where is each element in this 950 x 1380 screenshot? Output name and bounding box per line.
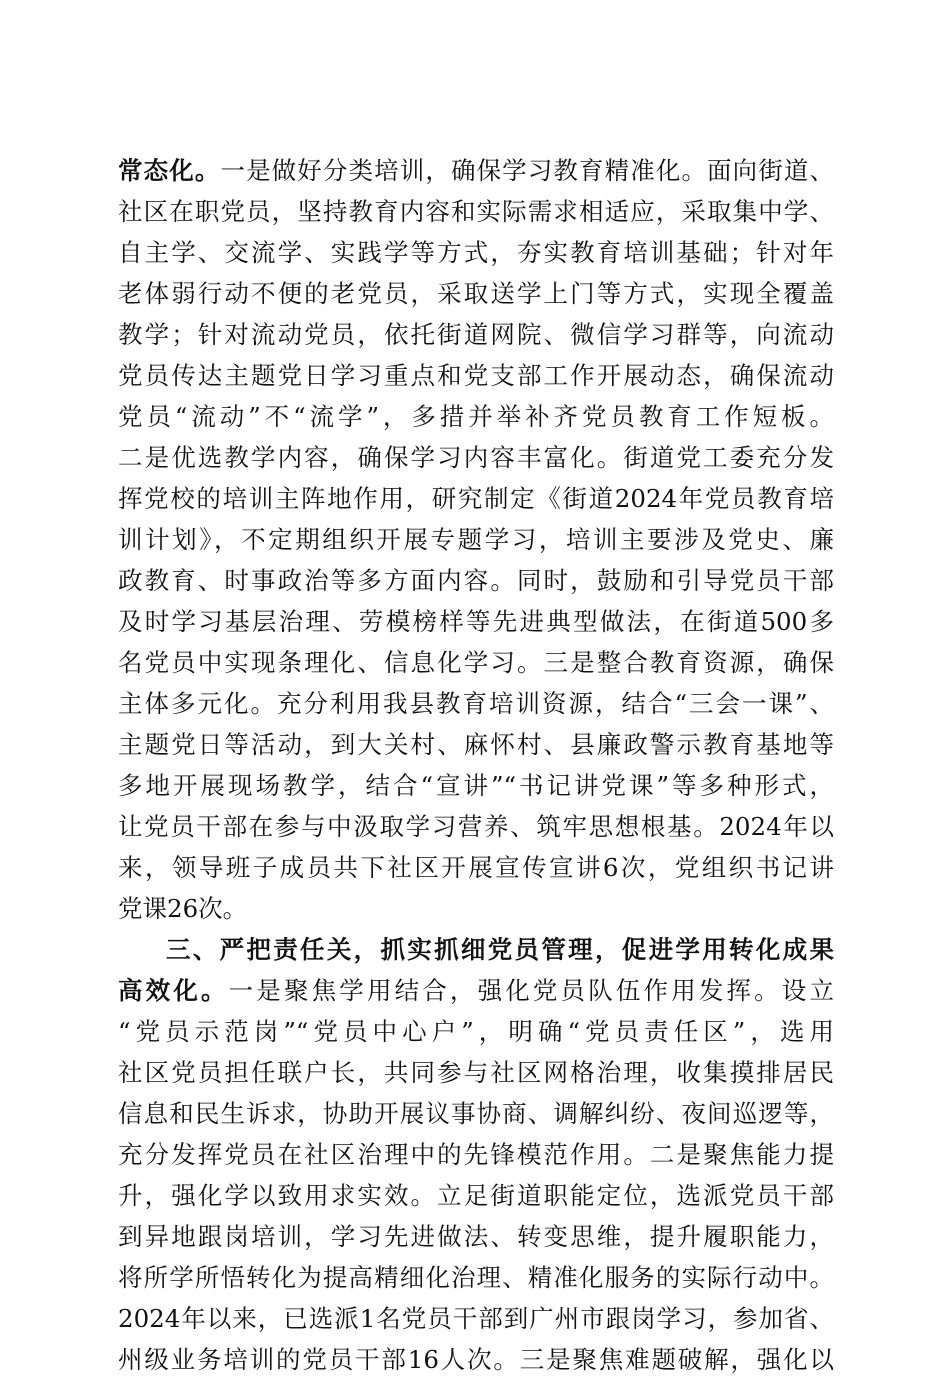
text-line (118, 396, 834, 437)
text-line (118, 1257, 834, 1298)
text-line (118, 970, 834, 1011)
text-line (118, 1298, 834, 1339)
line-text: 老体弱行动不便的老党员，采取送学上门等方式，实现全覆盖 (118, 279, 834, 308)
line-text: 主题党日等活动，到大关村、麻怀村、县廉政警示教育基地等 (118, 730, 834, 759)
line-text: 2024年以来，已选派1名党员干部到广州市跟岗学习，参加省、 (118, 1304, 834, 1333)
line-text: 党课26次。 (118, 894, 248, 923)
text-line (118, 888, 834, 929)
text-line (118, 1339, 834, 1380)
text-line (118, 191, 834, 232)
line-text: 及时学习基层治理、劳模榜样等先进典型做法，在街道500多 (118, 607, 834, 636)
line-text: 训计划》，不定期组织开展专题学习，培训主要涉及党史、廉 (118, 525, 834, 554)
line-text: 一是做好分类培训，确保学习教育精准化。面向街道、 (220, 156, 835, 185)
line-text: 二是优选教学内容，确保学习内容丰富化。街道党工委充分发 (118, 443, 834, 472)
text-line (118, 806, 834, 847)
line-text: 挥党校的培训主阵地作用，研究制定《街道2024年党员教育培 (118, 484, 834, 513)
text-line (118, 847, 834, 888)
text-line (118, 601, 834, 642)
bold-lead: 高效化。 (118, 976, 229, 1005)
text-line (118, 150, 834, 191)
line-text: 州级业务培训的党员干部16人次。三是聚焦难题破解，强化以 (118, 1345, 834, 1374)
line-text: “党员示范岗”“党员中心户”，明确“党员责任区”，选用 (118, 1017, 834, 1046)
section-heading (118, 929, 834, 970)
text-line (118, 232, 834, 273)
text-line (118, 1216, 834, 1257)
line-text: 充分发挥党员在社区治理中的先锋模范作用。二是聚焦能力提 (118, 1140, 834, 1169)
text-line (118, 355, 834, 396)
text-line (118, 765, 834, 806)
line-text: 信息和民生诉求，协助开展议事协商、调解纠纷、夜间巡逻等， (118, 1099, 834, 1128)
line-text: 将所学所悟转化为提高精细化治理、精准化服务的实际行动中。 (118, 1263, 834, 1292)
text-line (118, 1052, 834, 1093)
text-line (118, 519, 834, 560)
line-text: 自主学、交流学、实践学等方式，夯实教育培训基础；针对年 (118, 238, 834, 267)
text-line (118, 478, 834, 519)
text-line (118, 1134, 834, 1175)
line-text: 一是聚焦学用结合，强化党员队伍作用发挥。设立 (228, 976, 834, 1005)
line-text: 名党员中实现条理化、信息化学习。三是整合教育资源，确保 (118, 648, 834, 677)
line-text: 教学；针对流动党员，依托街道网院、微信学习群等，向流动 (118, 320, 834, 349)
line-text: 党员“流动”不“流学”，多措并举补齐党员教育工作短板。 (118, 402, 834, 431)
line-text: 来，领导班子成员共下社区开展宣传宣讲6次，党组织书记讲 (118, 853, 834, 882)
text-line (118, 314, 834, 355)
line-text: 党员传达主题党日学习重点和党支部工作开展动态，确保流动 (118, 361, 834, 390)
text-line (118, 560, 834, 601)
text-line (118, 1093, 834, 1134)
document-body (118, 150, 834, 1380)
text-line (118, 724, 834, 765)
line-text: 政教育、时事政治等多方面内容。同时，鼓励和引导党员干部 (118, 566, 834, 595)
line-text: 社区党员担任联户长，共同参与社区网格治理，收集摸排居民 (118, 1058, 834, 1087)
line-text: 社区在职党员，坚持教育内容和实际需求相适应，采取集中学、 (118, 197, 834, 226)
line-text: 多地开展现场教学，结合“宣讲”“书记讲党课”等多种形式， (118, 771, 834, 800)
text-line (118, 273, 834, 314)
text-line (118, 1011, 834, 1052)
text-line (118, 642, 834, 683)
text-line (118, 437, 834, 478)
line-text: 到异地跟岗培训，学习先进做法、转变思维，提升履职能力， (118, 1222, 834, 1251)
text-line (118, 683, 834, 724)
heading-text: 三、严把责任关，抓实抓细党员管理，促进学用转化成果 (166, 935, 834, 964)
line-text: 主体多元化。充分利用我县教育培训资源，结合“三会一课”、 (118, 689, 834, 718)
line-text: 升，强化学以致用求实效。立足街道职能定位，选派党员干部 (118, 1181, 834, 1210)
line-text: 让党员干部在参与中汲取学习营养、筑牢思想根基。2024年以 (118, 812, 834, 841)
text-line (118, 1175, 834, 1216)
bold-lead: 常态化。 (118, 156, 221, 185)
